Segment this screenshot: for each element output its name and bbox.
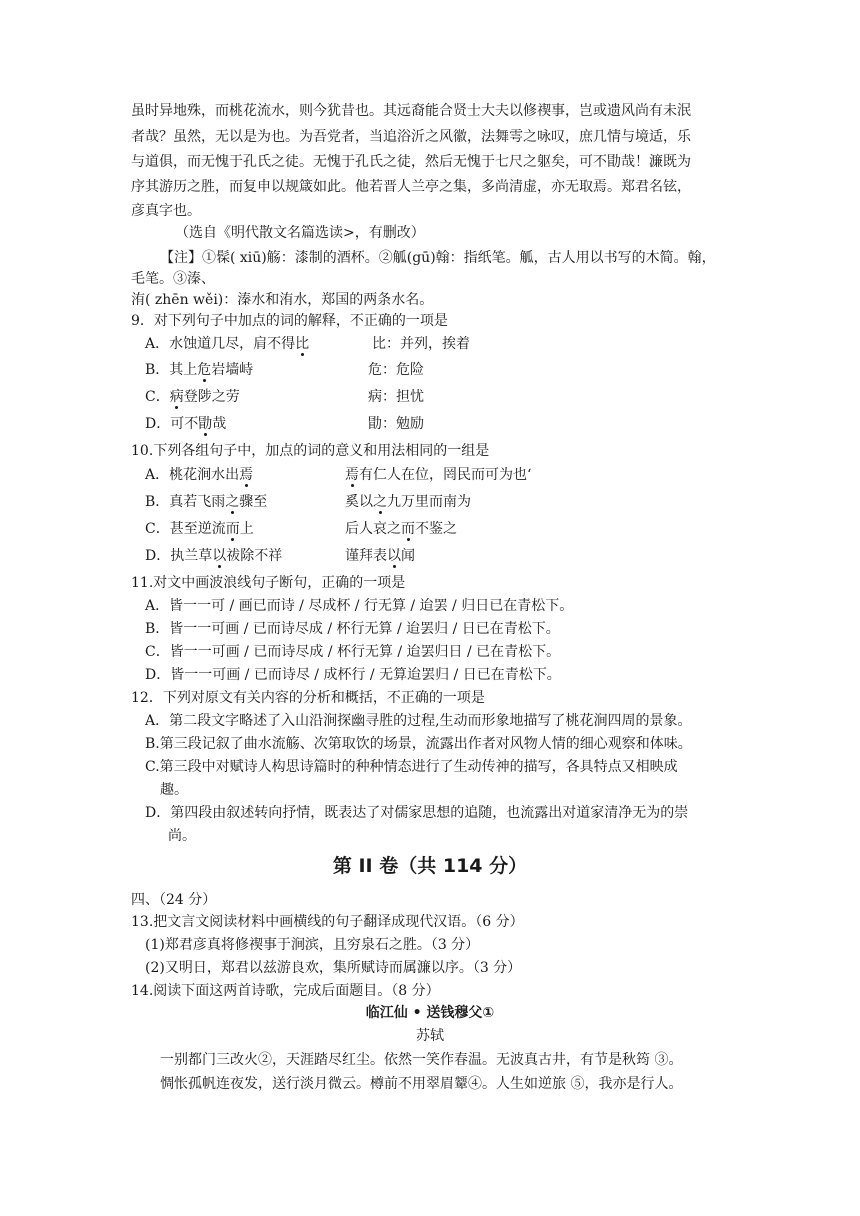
poem-title: 临江仙 • 送钱穆父①	[365, 1005, 495, 1021]
dotted-word: 以	[212, 548, 227, 564]
option-pair: 后人哀之而不鉴之	[345, 521, 457, 537]
option-d[interactable]: D．可不勖哉	[145, 416, 227, 432]
section-title: 第 II 卷（共 114 分）	[332, 855, 528, 877]
option-b[interactable]: B.第三段记叙了曲水流觞、次第取饮的场景，流露出作者对风物人情的细心观察和体味。	[145, 736, 692, 752]
dotted-word: 焉	[239, 467, 254, 483]
option-d-continued: 尚。	[168, 828, 196, 844]
question-stem: 9．对下列句子中加点的词的解释，不正确的一项是	[131, 313, 448, 329]
passage-line: 彦真字也。	[131, 203, 201, 219]
passage-line: 与道俱，而无愧于孔氏之徒。无愧于孔氏之徒，然后无愧于七尺之躯矣，可不勖哉！濂既为	[131, 154, 691, 170]
question-stem: 10.下列各组句子中，加点的词的意义和用法相同的一组是	[131, 443, 490, 459]
option-c[interactable]: C．病登陟之劳	[145, 389, 240, 405]
question-item: (2)又明日，郑君以兹游良欢，集所赋诗而属濂以序。（3 分）	[145, 960, 522, 976]
option-b[interactable]: B．其上危岩墙峙	[145, 362, 254, 378]
option-a[interactable]: A．桃花涧水出焉	[145, 467, 254, 483]
option-c[interactable]: C．甚至逆流而上	[145, 521, 254, 537]
option-pair: 焉有仁人在位，罔民而可为也‘	[345, 467, 532, 483]
poem-author: 苏轼	[416, 1028, 444, 1044]
dotted-word: 比	[295, 336, 310, 352]
option-d[interactable]: D．执兰草以祓除不祥	[145, 548, 283, 564]
option-explanation: 比：并列，挨着	[372, 336, 470, 352]
option-explanation: 勖：勉励	[368, 416, 424, 432]
passage-line: 者哉？虽然，无以是为也。为吾党者，当追浴沂之风徽，法舞雩之咏叹，庶几情与境适，乐	[131, 129, 691, 145]
dotted-word: 危	[197, 362, 212, 378]
question-stem: 14.阅读下面这两首诗歌，完成后面题目。（8 分）	[131, 983, 440, 999]
option-d[interactable]: D．皆一一可画 / 已而诗尽 / 成杯行 / 无算迨罢归 / 日已在青松下。	[145, 667, 561, 683]
passage-line: 序其游历之胜，而复申以规箴如此。他若晋人兰亭之集，多尚清虚，亦无取焉。郑君名铉，	[131, 179, 691, 195]
option-c[interactable]: C．皆一一可画 / 已而诗尽成 / 杯行无算 / 迨罢归日 / 已在青松下。	[145, 644, 561, 660]
passage-note: 毛笔。③溱、	[131, 271, 215, 287]
passage-note: 洧( zhēn wěi)：溱水和洧水，郑国的两条水名。	[131, 292, 434, 308]
dotted-word: 之	[373, 494, 387, 510]
option-pair: 谨拜表以闻	[345, 548, 415, 564]
poem-line: 一别都门三改火②，天涯踏尽红尘。依然一笑作春温。无波真古井，有节是秋筠 ③。	[160, 1052, 683, 1068]
dotted-word: 以	[387, 548, 401, 564]
option-a[interactable]: A．第二段文字略述了入山沿涧探幽寻胜的过程,生动而形象地描写了桃花涧四周的景象。	[145, 713, 692, 729]
option-d[interactable]: D．第四段由叙述转向抒情，既表达了对儒家思想的追随，也流露出对道家清净无为的崇	[145, 805, 689, 821]
option-pair: 奚以之九万里而南为	[345, 494, 471, 510]
question-stem: 12．下列对原文有关内容的分析和概括，不正确的一项是	[131, 690, 485, 706]
question-item: (1)郑君彦真将修禊事于涧滨，且穷泉石之胜。（3 分）	[145, 937, 480, 953]
question-stem: 13.把文言文阅读材料中画横线的句子翻译成现代汉语。（6 分）	[131, 914, 524, 930]
dotted-word: 病	[169, 389, 184, 405]
passage-source: （选自《明代散文名篇选读>，有删改）	[175, 225, 425, 241]
dotted-word: 之	[225, 494, 240, 510]
section-part: 四、（24 分）	[131, 892, 217, 908]
option-b[interactable]: B．真若飞雨之骤至	[145, 494, 268, 510]
dotted-word: 勖	[198, 416, 213, 432]
passage-line: 虽时异地殊，而桃花流水，则今犹昔也。其远裔能合贤士大夫以修禊事，岂或遗风尚有未泯	[131, 103, 691, 119]
passage-note: 【注】①髹( xiū)觞：漆制的酒杯。②觚(gū)翰：指纸笔。觚，古人用以书写的木简。翰，	[160, 250, 716, 266]
option-a[interactable]: A．水蚀道几尽，肩不得比	[145, 336, 310, 352]
option-c-continued: 趣。	[160, 782, 188, 798]
dotted-word: 而	[401, 521, 415, 537]
option-explanation: 危：危险	[368, 362, 424, 378]
question-stem: 11.对文中画波浪线句子断句，正确的一项是	[131, 575, 406, 591]
option-a[interactable]: A．皆一一可 / 画已而诗 / 尽成杯 / 行无算 / 迨罢 / 归日已在青松下。	[145, 598, 574, 614]
poem-line: 惆怅孤帆连夜发，送行淡月微云。樽前不用翠眉颦④。人生如逆旅 ⑤，我亦是行人。	[160, 1076, 683, 1092]
option-b[interactable]: B．皆一一可画 / 已而诗尽成 / 杯行无算 / 迨罢归 / 日已在青松下。	[145, 621, 560, 637]
option-explanation: 病：担忧	[368, 389, 424, 405]
dotted-word: 而	[225, 521, 240, 537]
option-c[interactable]: C.第三段中对赋诗人构思诗篇时的种种情态进行了生动传神的描写，各具特点又相映成	[145, 759, 678, 775]
dotted-word: 焉	[345, 467, 359, 483]
